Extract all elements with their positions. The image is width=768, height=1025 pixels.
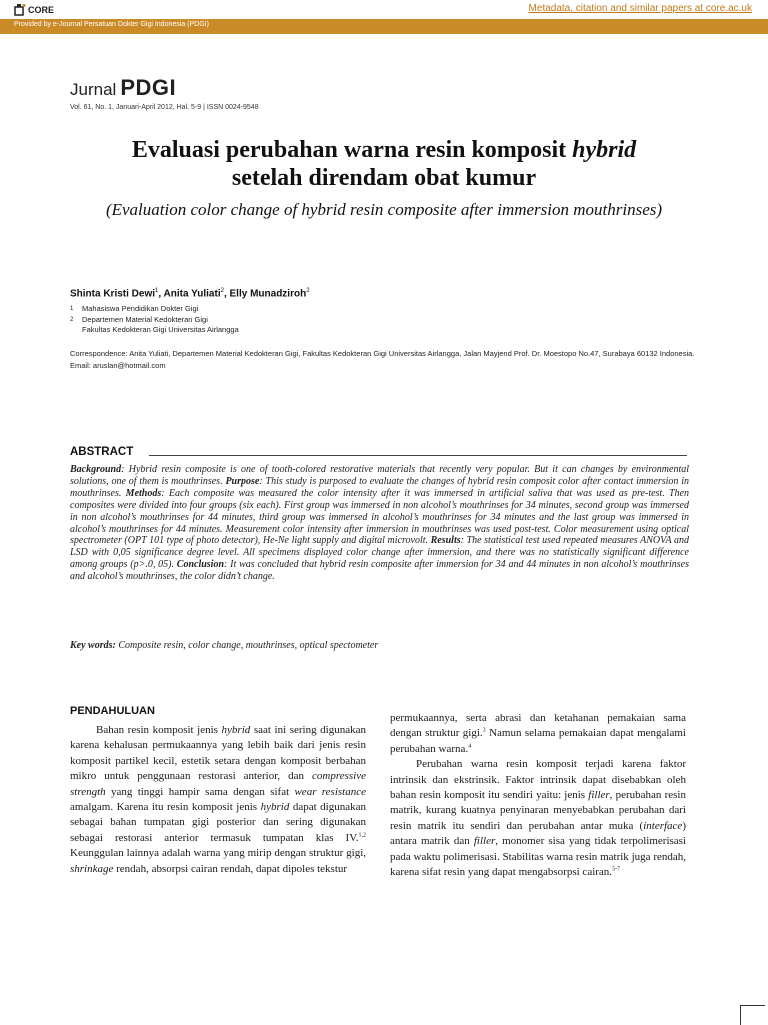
keywords-label: Key words:: [70, 640, 116, 651]
affiliation-row: [70, 325, 239, 336]
affiliation-text: Fakultas Kedokteran Gigi Universitas Airlangga: [82, 325, 239, 334]
body-italic: hybrid: [221, 724, 251, 736]
body-text: amalgam. Karena itu resin komposit jenis: [70, 801, 261, 814]
body-text: yang tinggi hampir sama dengan sifat: [105, 785, 295, 798]
provided-by-bar: [0, 19, 768, 34]
body-paragraph: [390, 757, 686, 880]
abstract-background-text: : Hybrid resin composite is one of tooth-colored restorative materials that recently very popular. But it can changes by environmental solutions, one of them is mouthrinses.: [70, 464, 689, 487]
body-paragraph: [70, 723, 366, 877]
affiliations: [70, 304, 239, 336]
title-line2: setelah direndam obat kumur: [231, 165, 537, 191]
citation-sup: 5-7: [612, 866, 621, 873]
core-banner: [0, 0, 768, 20]
body-italic: compressive strength: [70, 770, 366, 798]
abstract-purpose-label: Purpose: [225, 475, 260, 487]
core-logo[interactable]: [14, 2, 54, 17]
affiliation-text: Mahasiswa Pendidikan Dokter Gigi: [82, 304, 199, 313]
affiliation-number: 2: [70, 316, 74, 323]
body-italic: interface: [643, 819, 683, 832]
body-text: rendah, absorpsi cairan rendah, dapat dipoles tekstur: [113, 862, 348, 875]
abstract-purpose-text: : This study is purposed to evaluate the changes of hybrid resin composit color after contact immersion in mouthrinses.: [70, 475, 690, 499]
journal-name-prefix: Jurnal: [70, 80, 117, 99]
body-text: saat ini sering digunakan karena kehalusan permukaannya yang lebih baik dari jenis resin komposit partikel kecil, estetik setara dengan komposit berbahan mikro untuk penggunaan restorasi anterior, dan: [70, 724, 366, 783]
author-name: Shinta Kristi Dewi: [70, 288, 156, 300]
author-affil-sup: 2: [220, 288, 224, 294]
core-logo-text: CORE: [28, 4, 55, 15]
affiliation-row: [70, 315, 239, 326]
author-separator: ,: [158, 288, 164, 300]
author-affil-sup: 1: [155, 288, 159, 294]
citation-sup: 3: [482, 727, 486, 734]
body-text: Namun selama pemakaian dapat mengalami perubahan warna.: [390, 727, 686, 755]
body-text: Keunggulan lainnya adalah warna yang mirip dengan struktur gigi,: [70, 847, 366, 860]
body-italic: shrinkage: [70, 862, 114, 875]
affiliation-row: [70, 304, 239, 315]
body-text: dapat digunakan sebagai bahan tumpatan gigi posterior dan sering digunakan sebagai restorasi anterior termasuk tumpatan klas IV.: [70, 801, 366, 844]
journal-name-brand: PDGI: [120, 75, 177, 100]
abstract-heading: ABSTRACT: [70, 446, 134, 458]
correspondence: Correspondence: Anita Yuliati, Departemen Material Kedokteran Gigi, Fakultas Kedokteran Gigi Universitas Airlangga, Jalan Mayjend Prof. Dr. Moestopo No.47, Surabaya 60132 Indonesia. Email: aruslan@hotmail.com: [70, 349, 695, 370]
citation-sup: 1,2: [358, 832, 366, 839]
author-name: Elly Munadziroh: [229, 288, 307, 300]
body-text: Perubahan warna resin komposit terjadi karena faktor intrinsik dan ekstrinsik. Faktor intrinsik dapat disebabkan oleh bahan resin komposit itu sendiri yaitu: jenis: [390, 758, 686, 802]
provided-by-text: Provided by e-Journal Persatuan Dokter Gigi Indonesia (PDGI): [14, 21, 209, 28]
page-corner-mark: [740, 1005, 765, 1025]
body-paragraph: [390, 711, 686, 757]
title-italic-word: hybrid: [572, 137, 637, 163]
body-column-right: [390, 711, 686, 880]
author-separator: ,: [223, 288, 230, 300]
core-metadata-link[interactable]: Metadata, citation and similar papers at core.ac.uk: [528, 3, 752, 14]
abstract-methods-text: : Each composite was measured the color intensity after it was immersed in artificial saliva that was used as pre-test. Then composites were divided into four groups (six each). First group was immersed in non alcohol’s mouthrinses for 34 minutes, second group was immersed in non alcohol’s mouthrinses for 44 minutes, third group was immersed in alcohol’s mouthrinses for 34 minutes and the last group was immersed in alcohol’s mouthrinses for 44 minutes. Measurement color intensity after immersion in mouthrinses was used post-test. Color measurement using optical spectrometer (OPT 101 type of photo detector), He-Ne light supply and digital microvolt.: [70, 487, 689, 547]
affiliation-number: [70, 325, 82, 336]
body-text: , perubahan resin matrik, kurang kuatnya penyinaran menyebabkan perubahan dari resin matrik itu sendiri dan perubahan antar muka (: [390, 789, 686, 832]
body-column-left: [70, 723, 366, 877]
abstract-results-label: Results: [430, 535, 461, 547]
body-italic: hybrid: [260, 801, 290, 814]
keywords: [70, 640, 689, 651]
body-italic: wear resistance: [294, 785, 366, 798]
abstract-rule: [149, 455, 687, 456]
affiliation-text: Departemen Material Kedokteran Gigi: [82, 314, 208, 324]
keywords-text: Composite resin, color change, mouthrinses, optical spectometer: [115, 640, 379, 651]
abstract-body: [70, 464, 689, 583]
author-affil-sup: 2: [306, 288, 310, 294]
journal-name: [70, 75, 176, 103]
title-line1: Evaluasi perubahan warna resin komposit: [131, 137, 573, 163]
section-heading: PENDAHULUAN: [70, 705, 155, 717]
abstract-conclusion-label: Conclusion: [176, 559, 225, 571]
body-text: Bahan resin komposit jenis: [96, 724, 222, 736]
abstract-methods-label: Methods: [125, 487, 162, 499]
body-text: permukaannya, serta abrasi dan ketahanan pemakaian sama dengan struktur gigi.: [390, 712, 686, 740]
author-list: [70, 288, 310, 299]
abstract-background-label: Background: [70, 464, 122, 475]
body-text: ) antara matrik dan: [390, 819, 686, 848]
affiliation-number: 1: [70, 306, 74, 312]
body-italic: filler: [473, 835, 496, 848]
abstract-results-text: : The statistical test used repeated measures ANOVA and LSD with 0,05 significance degree level. All specimens displayed color change after immersion, and there was no statistically significant difference among groups (p>.0, 05).: [70, 535, 689, 571]
body-text: , monomer sisa yang tidak terpolimerisasi pada waktu polimerisasi. Stabilitas warna resin matrik juga rendah, karena sifat resin yang dapat mengabsorpsi cairan.: [390, 835, 687, 879]
citation-sup: 4: [468, 743, 472, 750]
article-title: [40, 136, 728, 192]
core-logo-icon: [14, 3, 26, 16]
journal-meta: Vol. 61, No. 1, Januari-April 2012, Hal. 5-9 | ISSN 0024-9548: [70, 104, 259, 111]
author-name: Anita Yuliati: [163, 288, 221, 300]
body-italic: filler: [588, 789, 610, 802]
abstract-conclusion-text: : It was concluded that hybrid resin composite after immersion for 34 and 44 minutes in non alcohol’s mouthrinses and alcohol’s mouthrinses, the color didn’t change.: [70, 559, 689, 583]
article-subtitle: (Evaluation color change of hybrid resin composite after immersion mouthrinses): [105, 200, 663, 219]
